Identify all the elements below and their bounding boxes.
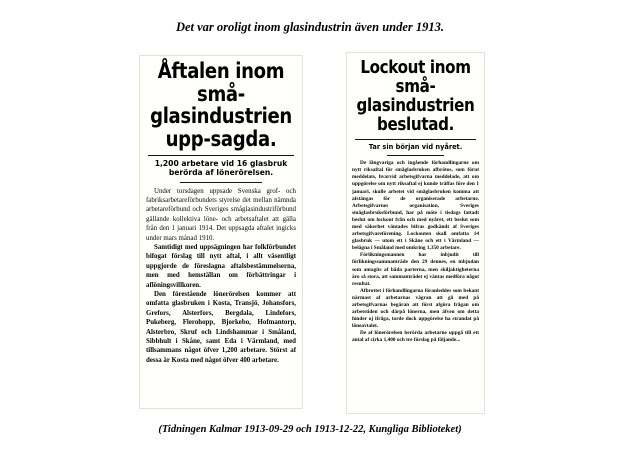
clipping-right-paragraph: De långvariga och ingående förhandlingarne om nytt riksaftal för småglasbruken afbrötos, som förut meddelats, hvarvid arbetsgifvarna meddelade, att om uppgörelse om nytt riksaftal ej kunde träffas före den 1 januari, skulle arbetet vid småglasbruken komma att afstängas för de organiserade arbetarne. Arbetsgifvarnes organisation, Sveriges småglasbruksförbund, har på möte i tisdags fattadt beslut om lockout från och med nyåret, ett beslut som med säkerhet väntades bifras godkändt af Sveriges arbetsgifvareförening. Lockouten skall omfatta 14 glasbruk — utom ett i Skåne och ett i Värmland — belägna i Småland med omkring 1,350 arbetare. [352, 160, 479, 252]
clipping-left-headline: Åftalen inom små-glasindustrien upp-sagda. [150, 59, 292, 152]
clipping-right-rule-mid [387, 155, 444, 156]
clipping-left-paragraph: Samtidigt med uppsägningen har folkförbundet bifogat förslag till nytt aftal, i allt väsentligt uppgjorde de föreslagna aftalsbestämmelserna, men med hemställan om förbättringar i aflöningsvillkoren. [146, 244, 296, 289]
clipping-left-rule-top [148, 155, 294, 156]
page-title: Det var oroligt inom glasindustrin även under 1913. [175, 20, 445, 34]
clipping-right-rule-top [355, 139, 476, 140]
clipping-left-body [146, 187, 296, 365]
clipping-left-rule-mid [180, 182, 262, 183]
clipping-right-paragraph: Afbrottet i förhandlingarna föranleddes som bekant närmast af arbetarnas vägran att gå med på arbetsgifvarnas begäran att först afgöra frågan om arbetstiden och därpå lönerna, men äfven om detta hinder oj ifråga, torde dock uppgörelse ha strandat på löneavtalet. [352, 287, 479, 330]
clipping-right-headline: Lockout inom små-glasindustrien beslutad. [356, 57, 475, 135]
clipping-left-paragraph: Under torsdagen uppsade Svenska grof- och fabriksarbetareförbundets styrelse det mellan nämnda arbetareförbund och Sveriges småglasindustriförbund gällande kollektiva löne- och arbetsaftalet att gälla från den 1 januari 1914. Det uppsagda aftalet ingicks under mars månad 1910. [146, 187, 296, 242]
newspaper-clipping-right [347, 53, 484, 413]
clipping-right-body [352, 160, 479, 344]
source-caption: (Tidningen Kalmar 1913-09-29 och 1913-12-22, Kungliga Biblioteket) [158, 424, 462, 435]
newspaper-clipping-left [140, 56, 302, 408]
clipping-right-paragraph: De af lönerörelsen berörda arbetarne uppgå till ett antal af cirka 1,400 och tre förslag på följande... [352, 330, 479, 344]
clipping-left-subhead: 1,200 arbetare vid 16 glasbruk berörda af lönerörelsen. [154, 159, 288, 177]
clipping-right-subhead: Tar sin början vid nyåret. [368, 142, 463, 151]
clipping-left-paragraph: Den förestående lönerörelsen kommer att omfatta glasbruken i Kosta, Transjö, Johansfors, Grefors, Alsterfors, Bergdala, Lindefors, Pukeberg, Flerohopp, Bjorkebo, Hofmantorp, Alsterbro, Skruf och Lindshammar i Småland, Sibbhult i Skåne, samt Eda i Värmland, med tillsammans något öfver 1,200 arbetare. Störst af dessa är Kosta med något öfver 400 arbetare. [146, 290, 296, 364]
clipping-right-paragraph: Förlikningsmannen har inbjudit till förlikningssammanträde den 29 dennes, en inbjudan som antagits af båda parterna, men skiljaktigheterna äro så stora, att sammanträdet ej väntas medföra något resultat. [352, 252, 479, 287]
